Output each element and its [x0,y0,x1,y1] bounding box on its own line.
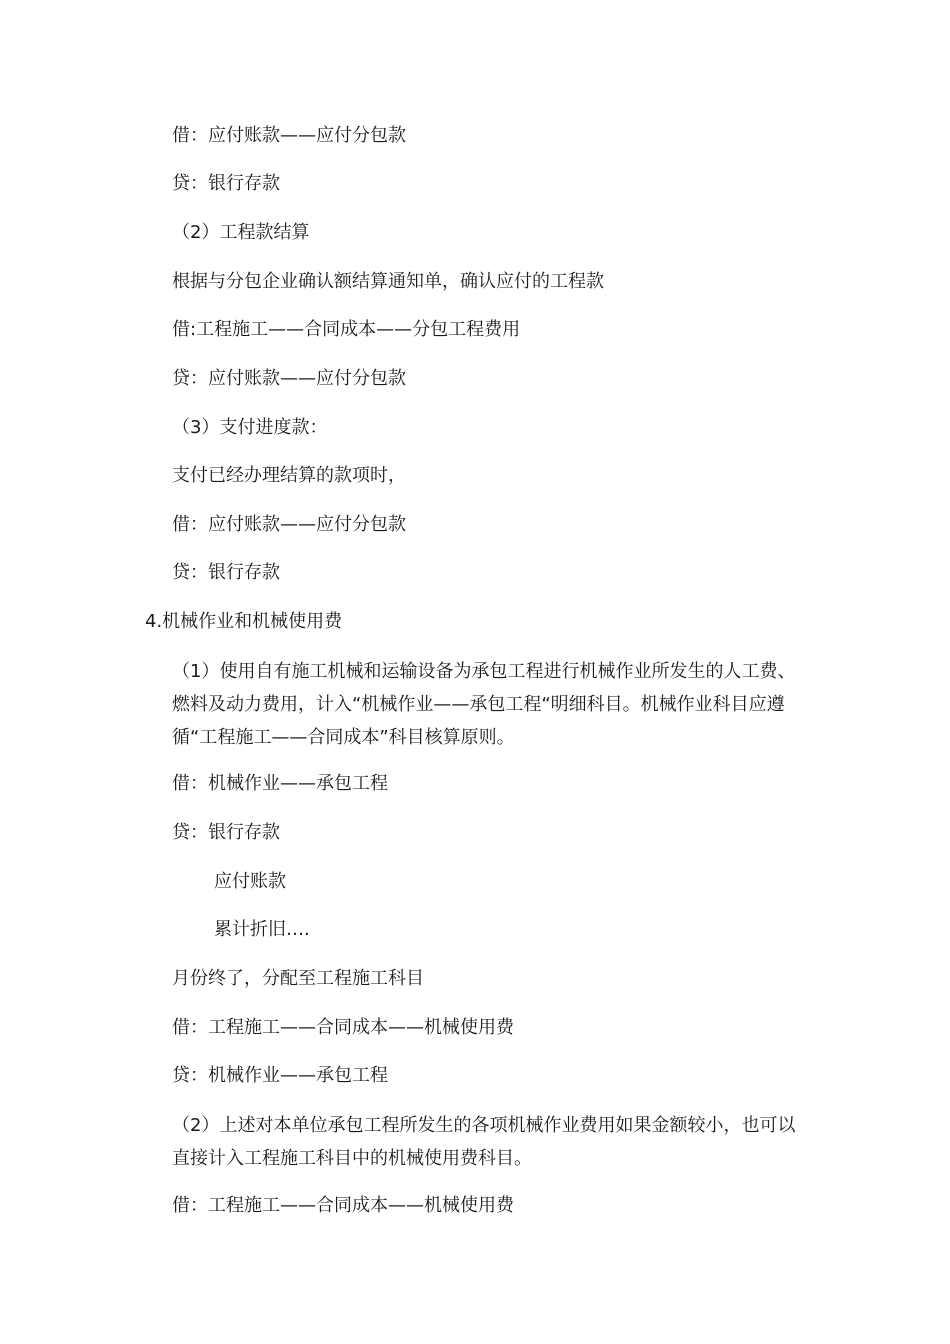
text-line: 根据与分包企业确认额结算通知单，确认应付的工程款 [172,271,604,292]
text-line: 贷：银行存款 [172,173,280,194]
text-line: 借：应付账款——应付分包款 [172,125,406,146]
text-line: （3）支付进度款： [172,417,328,438]
text-line: 贷：应付账款——应付分包款 [172,368,406,389]
paragraph: （1）使用自有施工机械和运输设备为承包工程进行机械作业所发生的人工费、燃料及动力费用，计入“机械作业——承包工程“明细科目。机械作业科目应遵循“工程施工——合同成本”科目核算原则。 [172,661,796,748]
text-line: （2）工程款结算 [172,222,310,243]
text-line: 贷：银行存款 [172,822,280,843]
text-line: 支付已经办理结算的款项时， [172,465,406,486]
text-line: 借：工程施工——合同成本——机械使用费 [172,1017,514,1038]
text-line: 应付账款 [214,871,286,892]
text-line: 贷：机械作业——承包工程 [172,1065,388,1086]
section-heading: 4.机械作业和机械使用费 [145,611,343,632]
text-line: 月份终了，分配至工程施工科目 [172,968,424,989]
text-line: 借:工程施工——合同成本——分包工程费用 [172,319,521,340]
text-line: 借：工程施工——合同成本——机械使用费 [172,1195,514,1216]
text-line: 借：应付账款——应付分包款 [172,514,406,535]
text-line: 贷：银行存款 [172,562,280,583]
paragraph: （2）上述对本单位承包工程所发生的各项机械作业费用如果金额较小，也可以直接计入工程施工科目中的机械使用费科目。 [172,1115,796,1169]
text-line: 累计折旧…. [214,919,310,940]
text-line: 借：机械作业——承包工程 [172,773,388,794]
